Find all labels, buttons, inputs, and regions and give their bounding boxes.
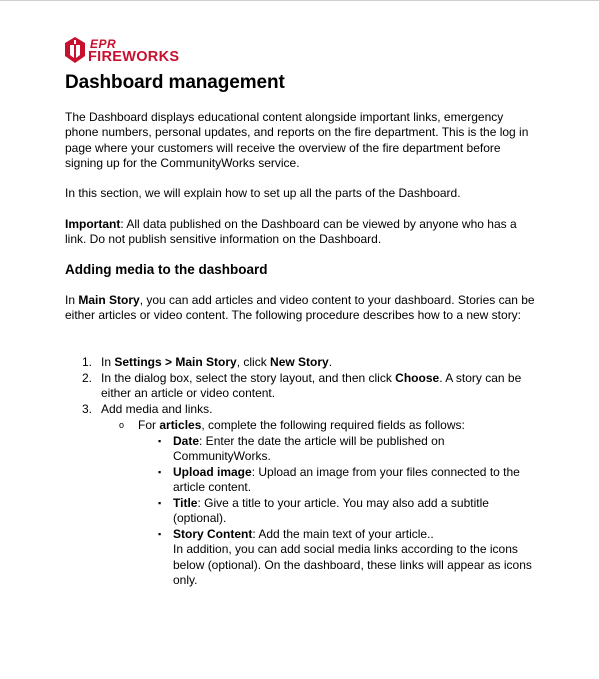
field-upload-label: Upload image: [173, 465, 252, 479]
field-story-extra: In addition, you can add social media links according to the icons below (optional). On the dashboard, these links will appear as icons only.: [173, 542, 532, 588]
field-date-label: Date: [173, 434, 200, 448]
step-2-bold: Choose: [395, 371, 440, 385]
page-title: Dashboard management: [65, 72, 285, 93]
step-1-mid: , click: [236, 355, 271, 369]
sub-pre: For: [138, 418, 160, 432]
field-story-content: [173, 527, 543, 589]
field-upload-image: [173, 465, 533, 496]
step-1-text: [101, 355, 541, 370]
section-intro: In this section, we will explain how to set up all the parts of the Dashboard.: [65, 186, 461, 200]
brand-line-2: FIREWORKS: [88, 49, 180, 65]
square-bullet: ▪: [158, 436, 162, 446]
field-title-label: Title: [173, 496, 198, 510]
section-heading: Adding media to the dashboard: [65, 262, 268, 277]
step-number: 1.: [82, 355, 93, 369]
step-number: 2.: [82, 371, 93, 385]
sub-post: , complete the following required fields as follows:: [201, 418, 465, 432]
fireworks-logo-icon: [63, 36, 87, 64]
main-story-paragraph: [65, 293, 535, 324]
step-1-post: .: [328, 355, 333, 369]
step-1-pre: In: [101, 355, 115, 369]
step-3-text: Add media and links.: [101, 402, 213, 416]
main-story-post: , you can add articles and video content to your dashboard. Stories can be either articles or video content. The following procedure describes how to a new story:: [65, 293, 535, 323]
important-label: Important: [65, 217, 121, 231]
square-bullet: ▪: [158, 498, 162, 508]
main-story-bold: Main Story: [78, 293, 140, 307]
field-story-text: : Add the main text of your article..: [252, 527, 434, 541]
brand-line-1: EPR: [90, 37, 117, 51]
brand-logo: [63, 36, 193, 66]
step-1-bold2: New Story: [270, 355, 329, 369]
top-border: [0, 0, 599, 1]
step-2-text: [101, 371, 541, 402]
circle-bullet: o: [119, 420, 125, 430]
square-bullet: ▪: [158, 529, 162, 539]
step-1-bold1: Settings > Main Story: [114, 355, 237, 369]
articles-instruction: [138, 418, 538, 433]
important-note: [65, 217, 535, 248]
step-2-pre: In the dialog box, select the story layout, and then click: [101, 371, 396, 385]
field-date: [173, 434, 473, 465]
intro-paragraph: The Dashboard displays educational content alongside important links, emergency phone numbers, personal updates, and reports on the fire department. This is the log in page where your customers will receive the overview of the fire department before signing up for the CommunityWorks service.: [65, 110, 529, 171]
field-title-text: : Give a title to your article. You may also add a subtitle (optional).: [173, 496, 489, 526]
main-story-pre: In: [65, 293, 79, 307]
important-text: : All data published on the Dashboard can be viewed by anyone who has a link. Do not publish sensitive information on the Dashboard.: [65, 217, 517, 247]
step-number: 3.: [82, 402, 93, 416]
sub-bold: articles: [159, 418, 202, 432]
square-bullet: ▪: [158, 467, 162, 477]
field-upload-text: : Upload an image from your files connected to the article content.: [173, 465, 520, 495]
step-2-post: . A story can be either an article or video content.: [101, 371, 522, 401]
field-title: [173, 496, 513, 527]
field-date-text: : Enter the date the article will be published on CommunityWorks.: [173, 434, 445, 464]
field-story-label: Story Content: [173, 527, 253, 541]
